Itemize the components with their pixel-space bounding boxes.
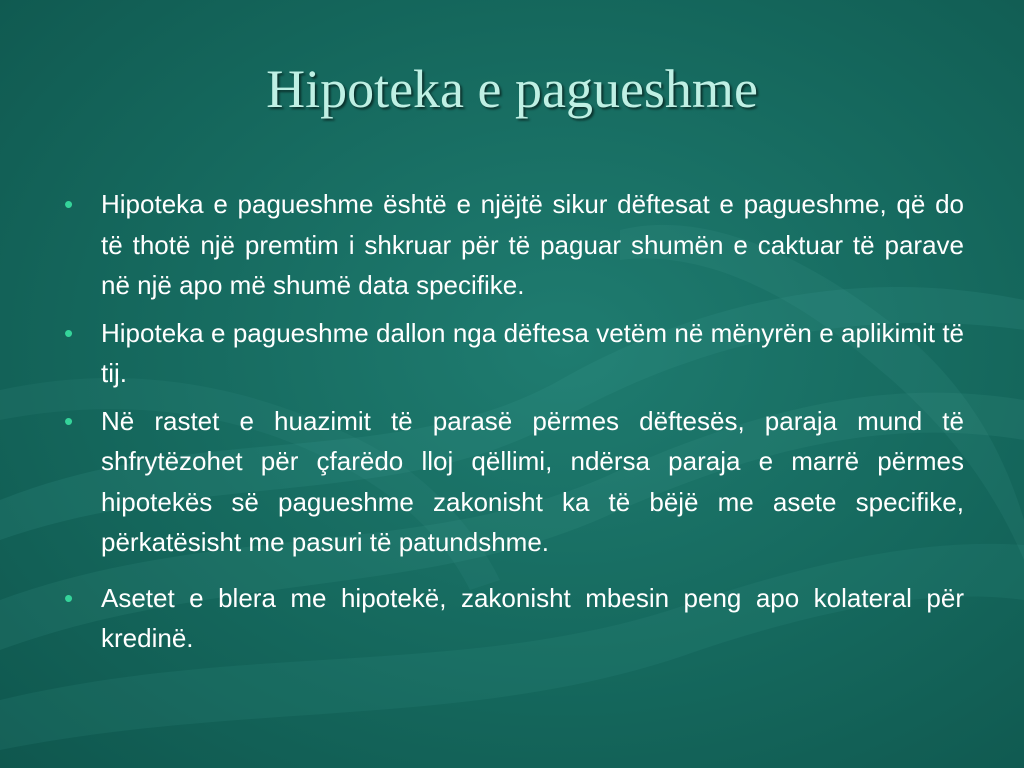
slide-title: Hipoteka e pagueshme xyxy=(266,59,758,119)
bullet-text: Asetet e blera me hipotekë, zakonisht mbesin peng apo kolateral për kredinë. xyxy=(101,582,964,653)
bullet-list xyxy=(62,184,964,666)
bullet-icon: • xyxy=(64,582,74,613)
bullet-item xyxy=(62,578,964,659)
bullet-item xyxy=(62,401,964,563)
bullet-icon: • xyxy=(64,405,74,436)
bullet-icon: • xyxy=(64,317,74,348)
bullet-text: Në rastet e huazimit të parasë përmes dëftesës, paraja mund të shfrytëzohet për çfarëdo lloj qëllimi, ndërsa paraja e marrë përmes hipotekës së pagueshme zakonisht ka të bëjë me asete specifike, përkatësisht me pasuri të patundshme. xyxy=(101,405,964,557)
bullet-icon: • xyxy=(64,189,74,219)
bullet-item xyxy=(62,313,964,394)
bullet-item xyxy=(62,184,964,306)
bullet-text: Hipoteka e pagueshme dallon nga dëftesa vetëm në mënyrën e aplikimit të tij. xyxy=(101,317,964,388)
bullet-text: Hipoteka e pagueshme është e njëjtë sikur dëftesat e pagueshme, që do të thotë një premtim i shkruar për të paguar shumën e caktuar të parave në një apo më shumë data specifike. xyxy=(101,189,964,300)
